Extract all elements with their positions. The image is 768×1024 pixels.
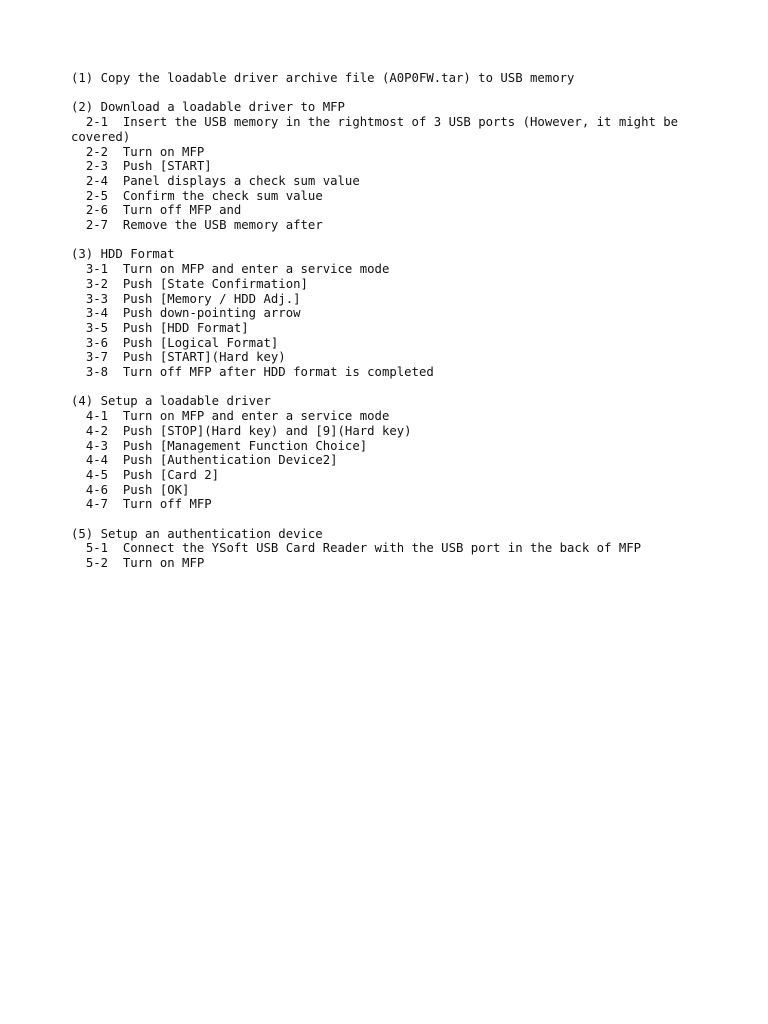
- step-line: 2-3 Push [START]: [71, 159, 212, 174]
- step-line: 4-2 Push [STOP](Hard key) and [9](Hard key): [71, 423, 412, 438]
- step-line: 4-7 Turn off MFP: [71, 497, 212, 512]
- step-line: 4-1 Turn on MFP and enter a service mode: [71, 409, 390, 424]
- step-line: 2-5 Confirm the check sum value: [71, 188, 323, 203]
- step-line: 3-3 Push [Memory / HDD Adj.]: [71, 291, 301, 306]
- step-line: 5-2 Turn on MFP: [71, 556, 205, 571]
- section-heading: (3) HDD Format: [71, 247, 175, 262]
- section-setup-auth-device: [71, 527, 711, 571]
- step-line: 3-4 Push down-pointing arrow: [71, 306, 301, 321]
- step-line: 2-6 Turn off MFP and: [71, 203, 242, 218]
- step-line: 2-7 Remove the USB memory after: [71, 218, 323, 233]
- section-hdd-format: [71, 247, 711, 379]
- step-line: 3-5 Push [HDD Format]: [71, 320, 249, 335]
- step-line: 3-1 Turn on MFP and enter a service mode: [71, 262, 390, 277]
- step-line: 3-2 Push [State Confirmation]: [71, 276, 308, 291]
- section-setup-driver: [71, 394, 711, 512]
- step-line: 4-3 Push [Management Function Choice]: [71, 438, 368, 453]
- step-line: 3-7 Push [START](Hard key): [71, 350, 286, 365]
- step-line: 4-6 Push [OK]: [71, 482, 190, 497]
- step-line: 2-1 Insert the USB memory in the rightmost of 3 USB ports (However, it might be covered): [71, 115, 686, 144]
- step-line: 2-4 Panel displays a check sum value: [71, 173, 360, 188]
- section-heading: (1) Copy the loadable driver archive file (A0P0FW.tar) to USB memory: [71, 71, 575, 85]
- step-line: 5-1 Connect the YSoft USB Card Reader with the USB port in the back of MFP: [71, 541, 642, 556]
- step-line: 3-6 Push [Logical Format]: [71, 335, 279, 350]
- section-heading: (4) Setup a loadable driver: [71, 394, 271, 409]
- section-copy-archive: [71, 71, 711, 86]
- document-body: [71, 71, 711, 586]
- step-line: 3-8 Turn off MFP after HDD format is completed: [71, 365, 434, 380]
- step-line: 2-2 Turn on MFP: [71, 144, 205, 159]
- section-download-driver: [71, 100, 711, 232]
- section-heading: (5) Setup an authentication device: [71, 526, 323, 541]
- section-heading: (2) Download a loadable driver to MFP: [71, 100, 345, 115]
- step-line: 4-4 Push [Authentication Device2]: [71, 453, 338, 468]
- step-line: 4-5 Push [Card 2]: [71, 467, 220, 482]
